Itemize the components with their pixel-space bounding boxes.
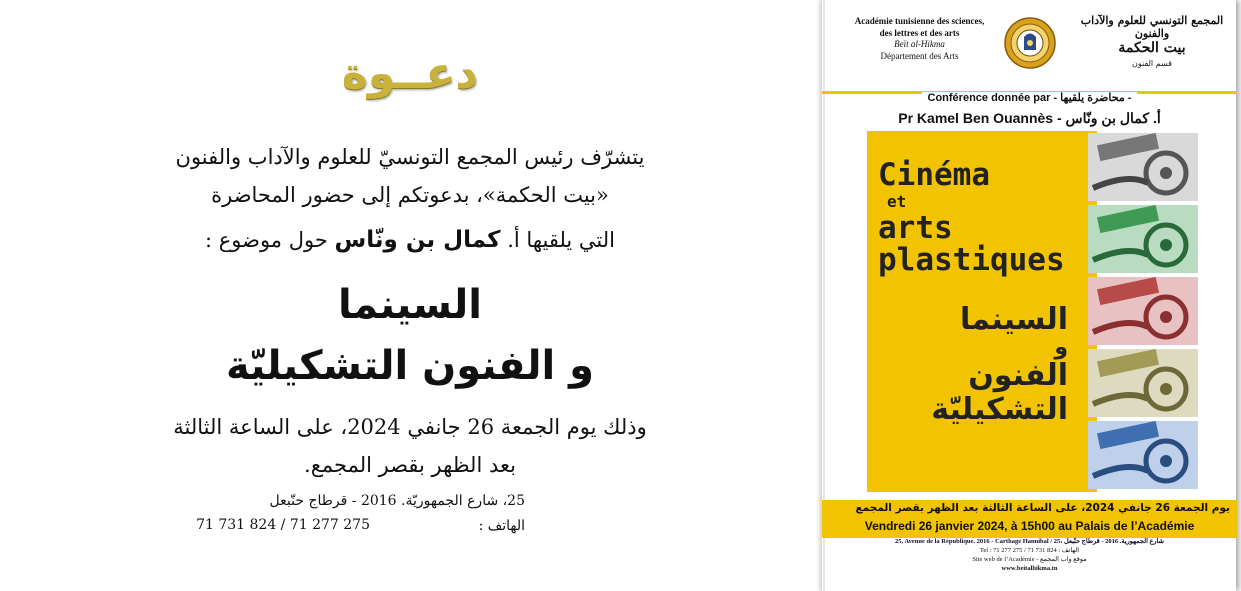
lecture-subject-line-1: السينما (338, 282, 482, 328)
title-fr-2: et (887, 192, 907, 211)
poster-header-ar (1077, 14, 1227, 70)
conference-label-text: Conférence donnée par - محاضرة يلقيها - (922, 92, 1138, 104)
title-ar-4: التشكيليّة (931, 392, 1068, 427)
phone-numbers: 71 731 824 / 71 277 275 (196, 517, 370, 533)
footer-web-label: Site web de l’Académie - موقع واب المجمع (972, 556, 1087, 563)
invitation-line-3 (0, 226, 820, 254)
poster-footer (822, 537, 1237, 573)
invitation-line-2: «بيت الحكمة»، بدعوتكم إلى حضور المحاضرة (211, 183, 609, 207)
footer-address-fr: 25, Avenue de la République. 2016 - Carthage Hannibal / (895, 538, 1053, 545)
footer-web: www.beitalhikma.tn (1001, 565, 1058, 572)
footer-tel: Tel : 71 277 275 / 71 731 824 : الهاتف (979, 547, 1080, 554)
poster-title-fr (878, 158, 1065, 276)
header-ar-line-3: قسم الفنون (1132, 59, 1172, 68)
address: 25، شارع الجمهوريّة. 2016 - قرطاج حنّبعل (269, 493, 525, 509)
conference-poster (821, 0, 1236, 591)
header-fr-line-1: Académie tunisienne des sciences, (854, 16, 985, 26)
film-reel-icon (1088, 205, 1198, 273)
film-reel-icon (1088, 133, 1198, 201)
film-reel-icon (1088, 349, 1198, 417)
invitation-title: دعــوة (341, 48, 479, 99)
invitation-line-3-pre: التي يلقيها أ. (507, 228, 616, 252)
header-fr-line-3: Beït al-Hikma (894, 39, 945, 49)
date-band-fr: Vendredi 26 janvier 2024, à 15h00 au Palais de l’Académie (864, 519, 1195, 533)
title-ar-2: و (1054, 335, 1068, 360)
film-reel-icon (1088, 277, 1198, 345)
footer-address (822, 537, 1237, 546)
header-fr-line-2: des lettres et des arts (879, 27, 960, 38)
date-line-2: بعد الظهر بقصر المجمع. (304, 453, 516, 477)
title-ar-1: السينما (960, 302, 1068, 337)
poster-header-fr (842, 16, 997, 62)
title-fr-4: plastiques (878, 242, 1065, 278)
header-fr-line-4: Département des Arts (880, 50, 959, 61)
header-ar-line-2: بيت الحكمة (1118, 40, 1186, 56)
footer-address-ar: 25، شارع الجمهورية. 2016 - قرطاج حنّبعل (1053, 538, 1164, 545)
poster-speaker: Pr Kamel Ben Ouannès - أ. كمال بن ونّاس (898, 110, 1161, 126)
title-ar-3: الفنون (968, 358, 1068, 393)
poster-title-ar (822, 303, 1068, 427)
academy-emblem-icon (1004, 17, 1056, 69)
header-ar-line-1: المجمع التونسي للعلوم والآداب والفنون (1080, 14, 1224, 40)
date-band-ar: يوم الجمعة 26 جانفي 2024، على الساعة الثالثة بعد الظهر بقصر المجمع (855, 502, 1230, 514)
title-fr-1: Cinéma (878, 157, 990, 193)
conference-label (822, 86, 1237, 105)
lecture-subject-line-2: و الفنون التشكيليّة (225, 343, 595, 389)
phone-label: الهاتف : (478, 518, 525, 534)
invitation-line-3-post: حول موضوع : (204, 228, 328, 252)
date-line-1: وذلك يوم الجمعة 26 جانفي 2024، على الساعة الثالثة (173, 415, 647, 439)
speaker-name: كمال بن ونّاس (334, 227, 501, 253)
title-fr-3: arts (878, 210, 953, 246)
invitation-line-1: يتشرّف رئيس المجمع التونسيّ للعلوم والآداب والفنون (175, 145, 645, 169)
film-reel-icon (1088, 421, 1198, 489)
